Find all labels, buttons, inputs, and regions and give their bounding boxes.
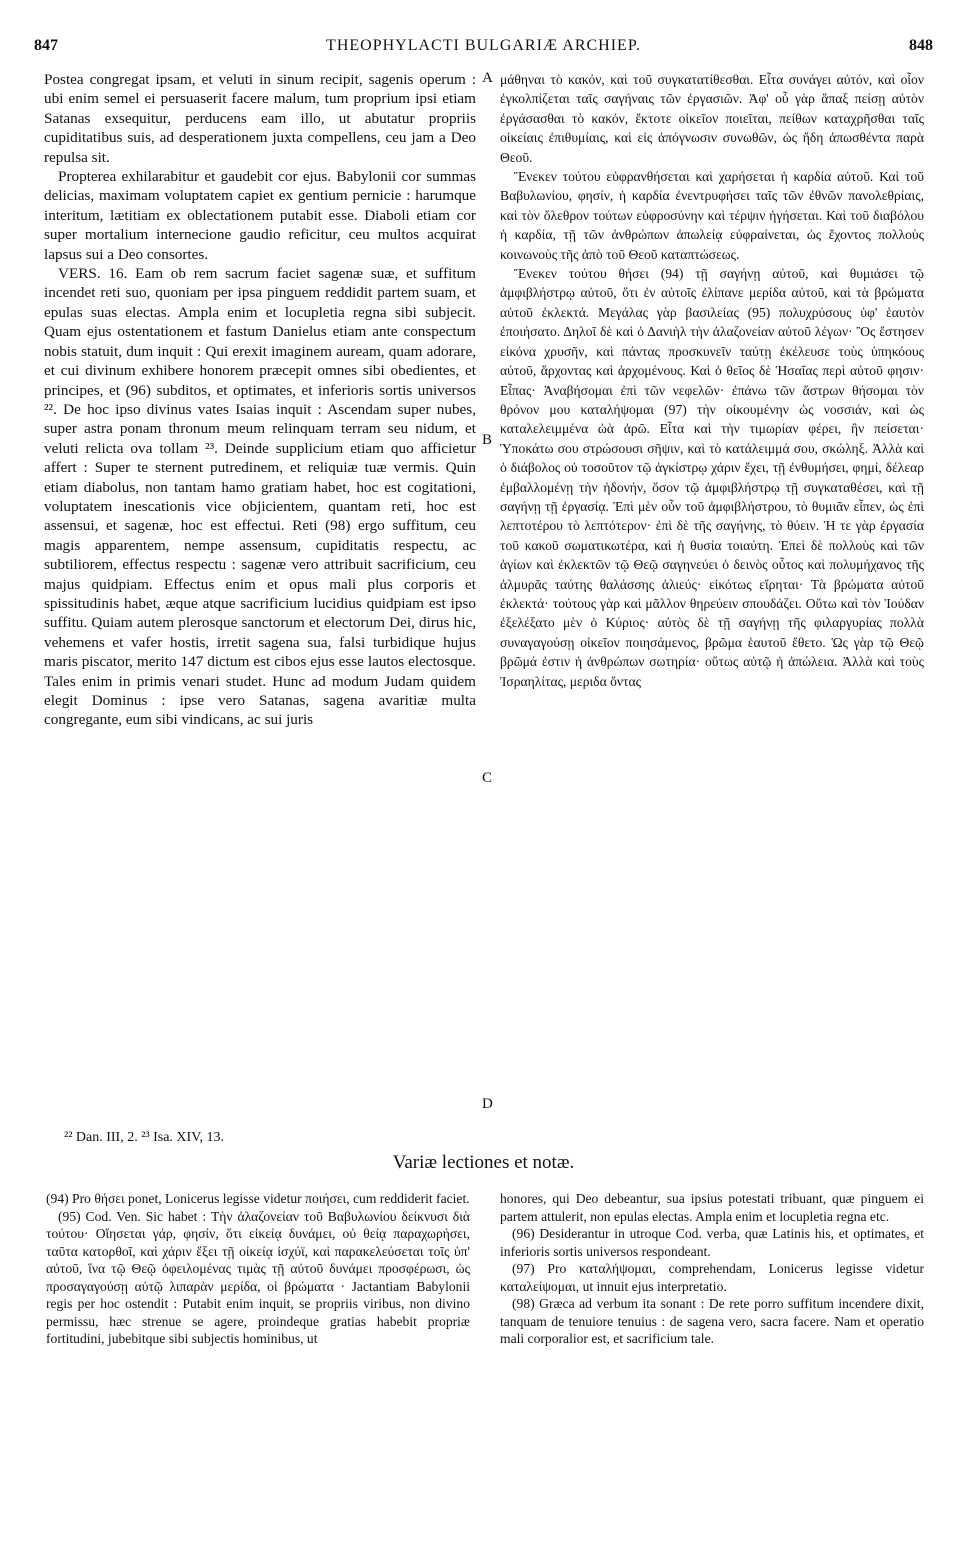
page-number-left: 847 [34,37,58,54]
scripture-footnotes: ²² Dan. III, 2. ²³ Isa. XIV, 13. [64,1130,225,1145]
note-paragraph: (98) Græca ad verbum ita sonant : De rete porro suffitum incendere dixit, tanquam de tenuiore tenuius : de sagena vero, sacra facere. Nam et operatio mali corporalior est, et sacrificium tale. [500,1296,924,1346]
notes-column-right [500,1190,924,1520]
note-paragraph: (95) Cod. Ven. Sic habet : Τὴν ἀλαζονείαν τοῦ Βαβυλωνίου δείκνυσι διὰ τούτου· Οἴησεται γάρ, φησίν, ὅτι εἰκείᾳ δυνάμει, οὐ θείᾳ παραχωρήσει, ταῦτα κατορθοῖ, καὶ χάριν ἕξει τῇ οἰκείᾳ ἰσχύϊ, καὶ παρακελεύσεται τοῖς ὑπ' αὐτοῦ, ἵνα τῷ Θεῷ ὀφειλομένας τιμὰς τῇ αὐτοῦ δυνάμει προσφέρωσι, ὡς προσαγαγούσῃ αὐτῷ λιπαρὰν μερίδα, οἱ βρώματα · Jactantiam Babylonii regis per hoc ostendit : Putabit enim inquit, se propriis viribus, non divino permissu, hæc strenue se agere, proindeque gratias habebit propriæ fortitudini, jubebitque sibi subjectis hominibus, ut [46,1208,470,1346]
greek-paragraph: μάθηναι τὸ κακόν, καὶ τοῦ συγκατατίθεσθαι. Εἶτα συνάγει αὐτόν, καὶ οἷον ἐγκολπίζεται ταῖς σαγήναις τῶν ἐργασιῶν. Ἀφ' οὗ γὰρ ἅπαξ πείσῃ αὐτὸν ἐργάσασθαι τὸ κακόν, ἔκτοτε οἰκεῖον ποιεῖται, πείθων καταχρῆσθαι ταῖς οἰκείαις ἐπιθυμίαις, καὶ εἰς ἀπόγνωσιν συνωθῶν, ὡς ἤδη ἀπωσθέντα παρὰ Θεοῦ. [500,72,924,165]
note-paragraph: (96) Desiderantur in utroque Cod. verba, quæ Latinis his, et optimates, et inferioris sortis universos respondeant. [500,1226,924,1259]
latin-paragraph: Propterea exhilarabitur et gaudebit cor ejus. Babylonii cor summas delicias, maximam voluptatem capiet ex gentium pernicie : harumque interitum, lætitiam ex oblectationem putabit esse. Diaboli etiam cor super mortalium internecione gaudio reficitur, ceu multos acquirat lapsus sui a Deo consortes. [44,168,476,263]
running-title: THEOPHYLACTI BULGARIÆ ARCHIEP. [326,37,641,54]
note-paragraph: honores, qui Deo debeantur, sua ipsius potestati tribuant, quæ pinguem ei partem attulerit, non epulas electas. Ampla enim et locupletia regna etc. [500,1191,924,1224]
column-marker-c: C [482,770,493,786]
greek-paragraph: Ἕνεκεν τούτου θήσει (94) τῇ σαγήνῃ αὐτοῦ, καὶ θυμιάσει τῷ ἀμφιβλήστρῳ αὐτοῦ, ὅτι ἐν αὐτοῖς ἐλίπανε μερίδα αὐτοῦ, καὶ τὰ βρώματα αὐτοῦ ἐκλεκτά. Μεγάλας γὰρ βασιλείας (95) πολυχρύσους ὑφ' ἑαυτὸν ἐποιήσατο. Δηλοῖ δὲ καὶ ὁ Δανιὴλ τὴν ἀλαζονείαν αὐτοῦ λέγων· Ὃς ἔστησεν εἰκόνα χρυσῆν, καὶ πάντας προσκυνεῖν ταύτῃ ἐκέλευσε τοὺς ὑπηκόους αὐτοῦ, ἄρχοντας καὶ ἀρχομένους. Καὶ ὁ θεῖος δὲ Ἡσαΐας περὶ αὐτοῦ φησιν· Εἶπας· Ἀναβήσομαι ἐπὶ τῶν νεφελῶν· ἐπάνω τῶν ἄστρων θήσομαι τὸν θρόνον μου καταλήψομαι (97) τὴν οἰκουμένην ὡς νοσσιάν, καὶ ὡς καταλελειμμένα ὠὰ ἀρῶ. Εἶτα καὶ τὴν τιμωρίαν φέρει, ἣν πείσεται· Ὑποκάτω σου στρώσουσι σῆψιν, καὶ τὸ κατάλειμμά σου, σκώληξ. Ἀλλὰ καὶ ὁ διάβολος οὐ τοσοῦτον τῷ ἀγκίστρῳ χάριν ἔχει, τῇ ἐνθυμήσει, φημί, δέλεαρ ἐμβαλλομένῃ τὴν ἡδονήν, ὅσον τῷ ἀμφιβλήστρῳ τῇ συγκαταθέσει, καὶ τῇ σαγήνῃ τῇ ἐργασίᾳ. Ἐπὶ μὲν οὖν τοῦ ἀμφιβλήστρου, τὸ θυμιᾶν εἶπεν, ὡς ἐπὶ λεπτοτέρου τὸ λεπτότερον· ἐπὶ δὲ τῆς σαγήνης, τὸ θύειν. Ἡ τε γὰρ ἐργασία τοῦ κακοῦ σωματικωτέρα, καὶ ἡ θυσία τοιαύτη. Ἐπεὶ δὲ πολλοὺς καὶ τῶν ἁγίων καὶ ἐκλεκτῶν τῷ Θεῷ σαγηνεύει ὁ δεινὸς οὗτος καὶ πολυμήχανος τῆς ἁλμυρᾶς ταύτης θαλάσσης ἁλιεύς· εἰκότως εἴρηται· Τὰ βρώματα αὐτοῦ ἐκλεκτά· τούτους γὰρ καὶ μᾶλλον θηρεύειν σπουδάζει. Οὕτω καὶ τὸν Ἰούδαν ἐξελέξατο μὲν ὁ Κύριος· αὐτὸς δὲ τῇ σαγήνῃ τῆς φιλαργυρίας πολλὰ συναγαγούσῃ οἰκεῖον ποιησάμενος, βρῶμα ἑαυτοῦ ἔθετο. Ὡς γὰρ τῷ Θεῷ βρῶμά ἐστιν ἡ ἀνθρώπων σωτηρία· οὕτως αὐτῷ ἡ ἀπώλεια. Ἀλλὰ καὶ τοὺς Ἰσραηλίτας, μεριδα ὄντας [500,266,924,689]
latin-paragraph: Postea congregat ipsam, et veluti in sinum recipit, sagenis operum : ubi enim semel ei persuaserit facere malum, tum proprium ipsi etiam Satanas exsequitur, perducens eam illo, ut abutatur propriis cupiditatibus suis, ad desperationem juxta compellens, ceu jam a Deo repulsa sit. [44,71,476,166]
running-header [34,34,933,58]
column-marker-d: D [482,1096,493,1112]
column-marker-b: B [482,432,493,448]
greek-text-column [500,70,924,1120]
latin-paragraph: VERS. 16. Eam ob rem sacrum faciet sagenæ suæ, et suffitum incendet reti suo, quoniam per ipsa pinguem reddidit partem suam, et epulas suas electas. Ampla enim et locupletia regna sibi subjecit. Quam ejus ostentationem et fastum Danielus etiam ante conspectum nobis statuit, dum inquit : Qui erexit imaginem auream, quam adorare, et cui divinum exhibere honorem præcepit omnes sibi obedientes, et principes, et (96) subditos, et optimates, et inferioris sortis universos ²². De hoc ipso divinus vates Isaias inquit : Ascendam super nubes, super astra ponam thronum meum relinquam terram seu nidum, et veluti relicta ova tollam ²³. Deinde supplicium etiam quo afficietur affert : Super te sternent putredinem, et reliquiæ tuæ vermis. Quin etiam diabolus, non tantam hamo gratiam habet, hoc est cogitationi, voluptatem inescationis vice objicientem, quantam reti, hoc est assensui, et sagenæ, hoc est effectui. Reti (98) ergo suffitum, ceu magis apparentem, nempe assensum, cupiditatis respectu, ac subtiliorem, effectus respectu : sagenæ vero attribuit sacrificium, ceu majus quidpiam. Effectus enim et opus mali plus corporis et spissitudinis habet, æque atque sacrificium lucidius quidpiam est ipso suffitu. Quiam autem plerosque sanctorum et electorum Dei, dirus hic, vehemens et vafer hostis, irretit sagena sua, falsi turbidique hujus maris piscator, merito 147 dictum est cibos ejus esse lautos electosque. Tales enim in primis venari studet. Hunc ad modum Judam quidem elegit Dominus : ipse vero Satanas, sagena avaritiæ multa congregante, eum sibi vindicans, ac sui juris [44,265,476,729]
notes-column-left [46,1190,470,1520]
column-marker-a: A [482,70,493,86]
page-number-right: 848 [909,37,933,54]
notes-section-title: Variæ lectiones et notæ. [392,1152,575,1173]
latin-text-column [44,70,476,1120]
note-paragraph: (94) Pro θήσει ponet, Lonicerus legisse videtur ποιήσει, cum reddiderit faciet. [46,1191,470,1206]
note-paragraph: (97) Pro καταλήψομαι, comprehendam, Lonicerus legisse videtur καταλείψομαι, ut innuit ejus interpretatio. [500,1261,924,1294]
greek-paragraph: Ἕνεκεν τούτου εὐφρανθήσεται καὶ χαρήσεται ἡ καρδία αὐτοῦ. Καὶ τοῦ Βαβυλωνίου, φησίν, ἡ καρδία ἐνεντρυφήσει ταῖς τῶν ἐθνῶν πανολεθρίαις, καὶ τὸν ὄλεθρον τούτων εὐφροσύνην καὶ τέρψιν ἡγήσεται. Καὶ τοῦ διαβόλου ἡ καρδία, τῇ τῶν ἀνθρώπων ἀπωλείᾳ εὐφραίνεται, ὡς ἔχοντος πολλοὺς κοινωνοὺς τῆς ἀπὸ τοῦ Θεοῦ καταπτώσεως. [500,169,924,262]
